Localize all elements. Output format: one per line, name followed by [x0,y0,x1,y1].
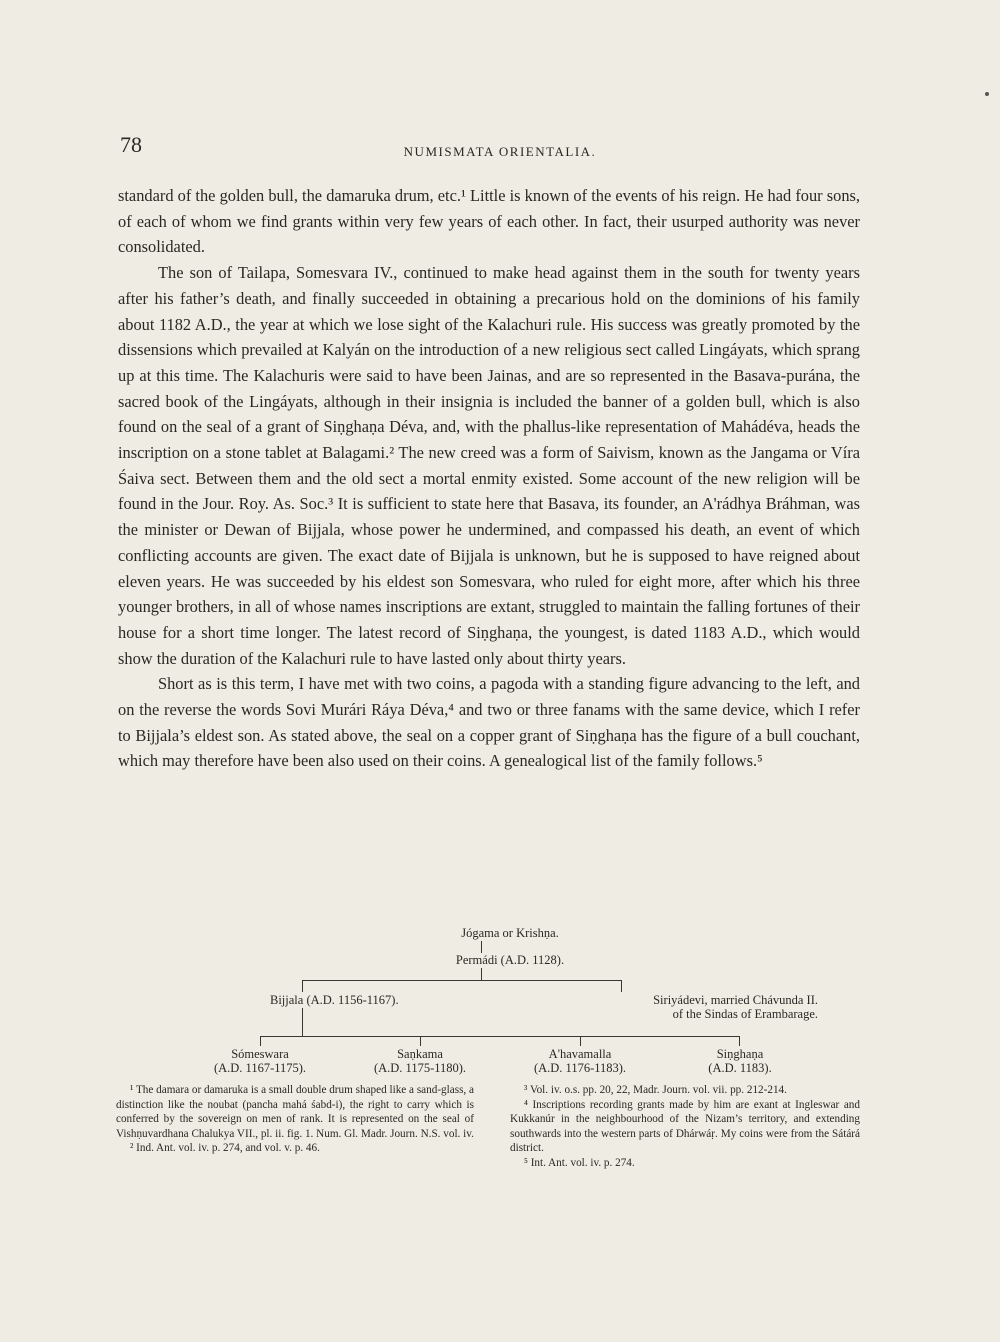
siriyadevi-line-1: Siriyádevi, married Chávunda II. [653,993,818,1007]
tree-connector [302,980,303,992]
footnotes-right [510,1083,860,1171]
footnote-2: ² Ind. Ant. vol. iv. p. 274, and vol. v. p. 46. [130,1142,320,1155]
paragraph-2: The son of Tailapa, Somesvara IV., continued to make head against them in the south for twenty years after his father’s death, and finally succeeded in obtaining a precarious hold on the dominions of his family about 1182 A.D., the year at which we lose sight of the Kalachuri rule. His success was greatly promoted by the dissensions which prevailed at Kalyán on the introduction of a new religious sect called Lingáyats, which sprang up at this time. The Kalachuris were said to have been Jainas, and are so represented in the Basava-purána, the sacred book of the Lingáyats, although in their insignia is included the banner of a golden bull, which is also found on the seal of a grant of Siṇghaṇa Déva, and, with the phallus-like representation of Mahádéva, heads the inscription on a stone tablet at Balagami.² The new creed was a form of Saivism, known as the Jangama or Víra Śaiva sect. Between them and the old sect a mortal enmity existed. Some account of the new religion will be found in the Jour. Roy. As. Soc.³ It is sufficient to state here that Basava, its founder, an A'rádhya Bráhman, was the minister or Dewan of Bijjala, whose power he undermined, and compassed his death, an event of which conflicting accounts are given. The exact date of Bijjala is unknown, but he is supposed to have reigned about eleven years. He was succeeded by his eldest son Somesvara, who ruled for eight more, after which his three younger brothers, in all of whose names inscriptions are extant, struggled to maintain the falling fortunes of their house for a short time longer. The latest record of Siṇghaṇa, the youngest, is dated 1183 A.D., which would show the duration of the Kalachuri rule to have lasted only about thirty years. [118,263,860,668]
someswara-name: Sómeswara [231,1047,289,1061]
tree-ahavamalla [505,1047,655,1075]
running-title: NUMISMATA ORIENTALIA. [403,144,597,159]
siriyadevi-line-2: of the Sindas of Erambarage. [672,1007,818,1021]
tree-root: Jógama or Krishṇa. [461,926,559,940]
ahavamalla-name: A'havamalla [548,1047,612,1061]
tree-connector [302,980,622,981]
tree-connector [580,1036,581,1046]
footnotes-left [116,1083,474,1156]
singhana-date: (A.D. 1183). [708,1061,772,1075]
paragraph-3: Short as is this term, I have met with two coins, a pagoda with a standing figure advancing to the left, and on the reverse the words Sovi Murári Ráya Déva,⁴ and two or three fanams with the same device, which I refer to Bijjala’s eldest son. As stated above, the seal on a copper grant of Siṇghaṇa has the figure of a bull couchant, which may therefore have been also used on their coins. A genealogical list of the family follows.⁵ [118,674,860,771]
tree-connector [302,1008,303,1036]
ahavamalla-date: (A.D. 1176-1183). [533,1061,627,1075]
page-number: 78 [120,132,142,157]
tree-connector [481,968,482,980]
footnote-4: ⁴ Inscriptions recording grants made by him are exant at Ingleswar and Kukkanúr in the neighbourhood of the Nizam’s territory, and extending southwards into the western parts of Dhárwáṛ. My coins were from the Sátárá district. [510,1098,860,1155]
footnote-1: ¹ The damara or damaruka is a small double drum shaped like a sand-glass, a distinction like the noubat (pancha mahá śabd-i), the right to carry which is conferred by the sovereign on men of rank. It is represented on the seal of Vishṇuvardhana Chalukya VII., pl. ii. fig. 1. Num. Gl. Madr. Journ. N.S. vol. iv. [116,1084,474,1140]
tree-someswara [190,1047,330,1075]
tree-connector [481,941,482,953]
tree-connector [621,980,622,992]
footnote-3: ³ Vol. iv. o.s. pp. 20, 22, Madr. Journ. vol. vii. pp. 212-214. [524,1084,787,1096]
tree-permadi: Permádi (A.D. 1128). [455,953,565,967]
paragraph-1: standard of the golden bull, the damaruka drum, etc.¹ Little is known of the events of his reign. He had four sons, of each of whom we find grants within very few years of each other. In fact, their usurped authority was never consolidated. [118,186,860,257]
sankama-name: Saṇkama [397,1047,443,1061]
tree-connector [260,1036,740,1037]
tree-singhana [670,1047,810,1075]
tree-sankama [350,1047,490,1075]
tree-bijjala: Bijjala (A.D. 1156-1167). [270,993,399,1007]
tree-siriyadevi [588,993,818,1021]
tree-connector [260,1036,261,1046]
tree-connector [739,1036,740,1046]
someswara-date: (A.D. 1167-1175). [213,1061,307,1075]
sankama-date: (A.D. 1175-1180). [373,1061,467,1075]
footnote-5: ⁵ Int. Ant. vol. iv. p. 274. [524,1156,635,1169]
tree-connector [420,1036,421,1046]
singhana-name: Siṇghaṇa [716,1047,764,1061]
